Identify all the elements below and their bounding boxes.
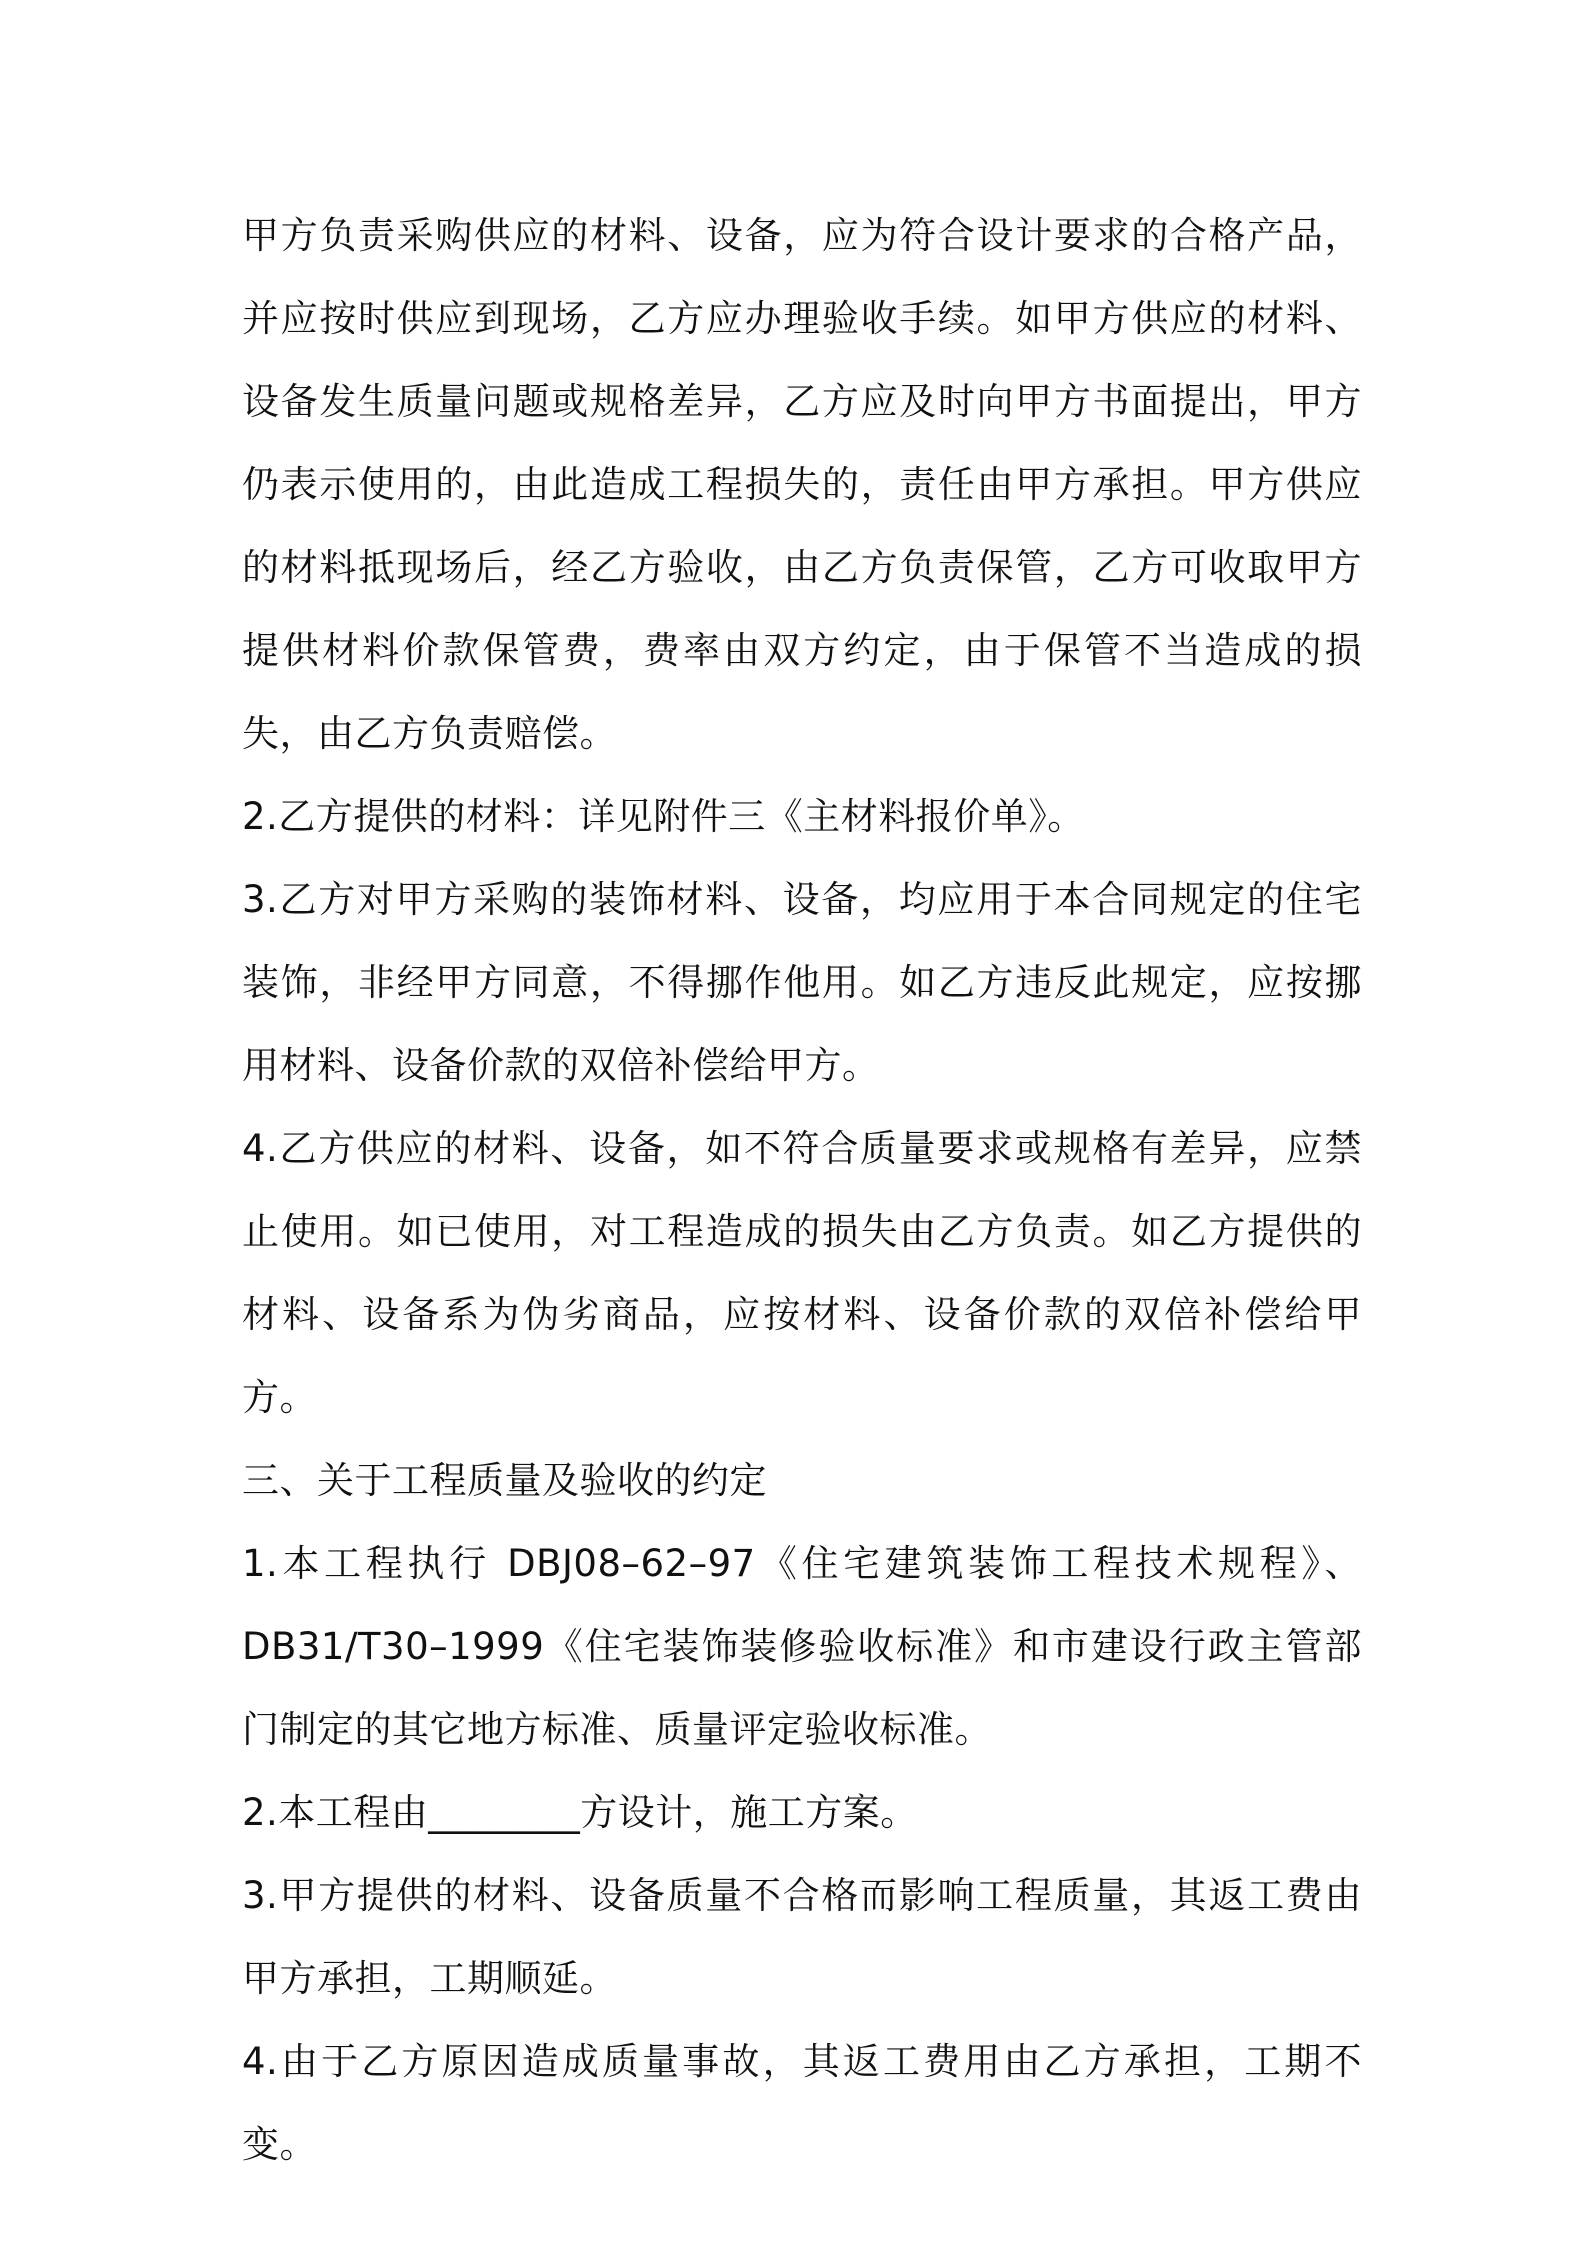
paragraph-material-supply: 甲方负责采购供应的材料、设备，应为符合设计要求的合格产品，并应按时供应到现场，乙方应办理验收手续。如甲方供应的材料、设备发生质量问题或规格差异，乙方应及时向甲方书面提出，甲方仍表示使用的，由此造成工程损失的，责任由甲方承担。甲方供应的材料抵现场后，经乙方验收，由乙方负责保管，乙方可收取甲方提供材料价款保管费，费率由双方约定，由于保管不当造成的损失，由乙方负责赔偿。 — [242, 214, 1362, 755]
paragraph-quality-accident: 4.由于乙方原因造成质量事故，其返工费用由乙方承担，工期不变。 — [242, 2040, 1362, 2166]
section-heading-quality-acceptance: 三、关于工程质量及验收的约定 — [242, 1459, 767, 1502]
document-body — [242, 194, 1362, 2186]
paragraph-clause-2-materials: 2.乙方提供的材料：详见附件三《主材料报价单》。 — [242, 795, 1085, 838]
paragraph-defective-materials: 3.甲方提供的材料、设备质量不合格而影响工程质量，其返工费由甲方承担，工期顺延。 — [242, 1874, 1362, 2000]
paragraph-design: 2.本工程由________方设计，施工方案。 — [242, 1791, 918, 1834]
paragraph-clause-4-quality: 4.乙方供应的材料、设备，如不符合质量要求或规格有差异，应禁止使用。如已使用，对工程造成的损失由乙方负责。如乙方提供的材料、设备系为伪劣商品，应按材料、设备价款的双倍补偿给甲方。 — [242, 1127, 1362, 1419]
paragraph-clause-3-usage: 3.乙方对甲方采购的装饰材料、设备，均应用于本合同规定的住宅装饰，非经甲方同意，不得挪作他用。如乙方违反此规定，应按挪用材料、设备价款的双倍补偿给甲方。 — [242, 878, 1362, 1087]
paragraph-standards: 1.本工程执行 DBJ08–62–97《住宅建筑装饰工程技术规程》、DB31/T30–1999《住宅装饰装修验收标准》和市建设行政主管部门制定的其它地方标准、质量评定验收标准。 — [242, 1542, 1362, 1751]
